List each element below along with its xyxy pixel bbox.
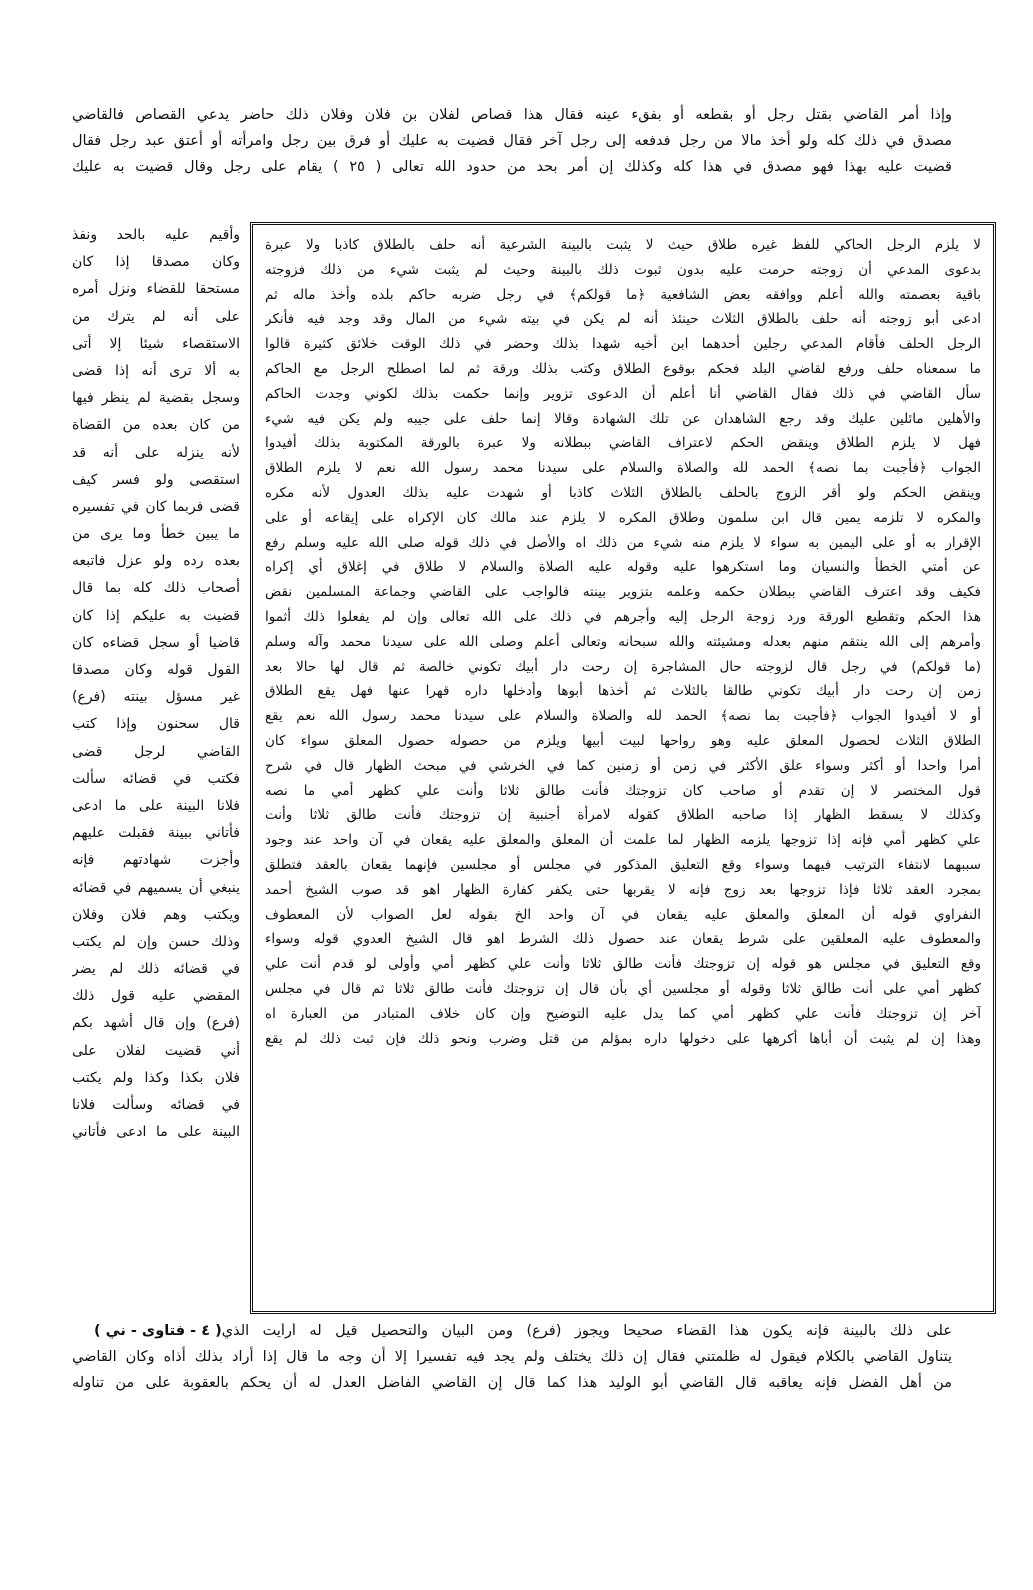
box-line: والمكره لا تلزمه يمين قال ابن سلمون وطلاق المكره لا يلزم عند مالك كان الإكراه على إيقاعه أو على <box>265 509 981 526</box>
top-line: وإذا أمر القاضي بقتل رجل أو بقطعه أو بفقء عينه فقال هذا قصاص لفلان بن فلان وفلان ذلك حاضر يدعي القصاص فالقاضي <box>72 107 952 123</box>
top-paragraph <box>72 102 952 180</box>
side-line: قال سحنون وإذا كتب <box>72 716 240 733</box>
side-line: قضيت به عليكم إذا كان <box>72 607 240 624</box>
box-line: ما سمعناه حلف ورفع لقاضي البلد فحكم بوقوع الطلاق وكتب بذلك ورقة ثم لما اصطلح الرجل مع الحاكم <box>265 360 981 377</box>
side-column-text <box>72 222 240 1146</box>
side-line: في قضائه ذلك لم يضر <box>72 961 240 978</box>
box-line: باقية بعصمته والله أعلم ووافقه بعض الشافعية ﴿ما قولكم﴾ في رجل ضربه حاكم بلده وأخذ ماله ثم <box>265 286 981 303</box>
side-line: (فرع) وإن قال أشهد بكم <box>72 1015 240 1032</box>
box-line: الطلاق الثلاث لحصول المعلق عليه وهو رواحها لبيت أبيها ويلزم من حصوله حصول المعلق سواء كان <box>265 732 981 749</box>
side-line: وأجزت شهادتهم فإنه <box>72 852 240 869</box>
box-line: كظهر أمي على أنت طالق ثلاثا وقوله أو مجلسين أي بأن قال إن تزوجتك فأنت طالق ثلاثا ثم قال في مجلس <box>265 980 981 997</box>
box-line: بمجرد العقد ثلاثا فإذا تزوجها بعد زوج فإنه لا يقربها حتى يكفر كفارة الظهار اهو قد صوب الشيخ أحمد <box>265 881 981 898</box>
side-line: أصحاب ذلك كله بما قال <box>72 580 240 597</box>
side-line: فلان بكذا وكذا ولم يكتب <box>72 1069 240 1086</box>
bottom-line: على ذلك بالبينة فإنه يكون هذا القضاء صحيحا ويجوز (فرع) ومن البيان والتحصيل قيل له أرأيت الذي <box>221 1323 952 1339</box>
page-signature: ( ٤ - فتاوى - ني ) <box>94 1323 222 1339</box>
bottom-paragraph <box>72 1318 952 1396</box>
side-line: وأقيم عليه بالحد ونفذ <box>72 227 240 243</box>
box-line: زمن إن رحت دار أبيك تكوني طالقا بالثلاث ثم أخذها أبوها وأدخلها داره قهرا عنها فهل يقع الطلاق <box>265 683 981 700</box>
box-line: الإقرار به أو على اليمين به سواء لا يلزم منه شيء من ذلك اه والأصل في ذلك قوله صلى الله عليه وسلم رفع <box>265 534 981 551</box>
box-line: سببهما لانتفاء الترتيب فيهما وسواء وقع التعليق المذكور في مجلس أو مجلسين فإنهما يقعان بالعقد فتطلق <box>265 856 981 873</box>
box-line: وأمرهم إلى الله ينتقم منهم بعدله ومشيئته والله سبحانه وتعالى أعلم وصلى الله على سيدنا محمد وآله وسلم <box>265 633 981 650</box>
side-line: لأنه ينزله على أنه قد <box>72 444 240 461</box>
fatwa-text <box>265 233 981 1051</box>
side-line: أني قضيت لفلان على <box>72 1042 240 1059</box>
side-line: وكان مصدقا إذا كان <box>72 254 240 271</box>
bottom-line: من أهل الفضل فإنه يعاقبه قال القاضي أبو الوليد هذا كما قال إن القاضي الفاضل العدل له أن يحكم بالعقوبة على من تناوله <box>72 1375 952 1391</box>
box-line: وقع التعليق في مجلس هو قوله إن تزوجتك فأنت طالق ثلاثا وأنت علي كظهر أمي وأولى لو قدم أنت علي <box>265 956 981 973</box>
side-line: قاضيا أو سجل قضاءه كان <box>72 634 240 651</box>
side-line: فكتب في قضائه سألت <box>72 770 240 787</box>
side-line: به ألا ترى أنه إذا قضى <box>72 362 240 379</box>
signature-row <box>72 1318 952 1344</box>
side-line: ينبغي أن يسميهم في قضائه <box>72 879 240 896</box>
box-line: أمرا واحدا أو أكثر وسواء علق الأكثر في زمن أو زمنين كما في الخرشي في مبحث الظهار قال في شرح <box>265 757 981 774</box>
box-line: وينقض الحكم ولو أقر الزوج بالحلف بالطلاق الثلاث كاذبا أو شهدت عليه بذلك العدول لأنه مكره <box>265 484 981 501</box>
side-line: فلانا البينة على ما ادعى <box>72 797 240 814</box>
side-line: المقضي عليه قول ذلك <box>72 988 240 1005</box>
side-line: البينة على ما ادعى فأتاني <box>72 1124 240 1141</box>
box-line: الجواب ﴿فأجبت بما نصه﴾ الحمد لله والصلاة والسلام على سيدنا محمد رسول الله نعم لا يلزم الطلاق <box>265 460 981 477</box>
box-line: فكيف وقد اعترف القاضي ببطلان حكمه وعلمه بتزوير بينته فالواجب على القاضي وجماعة المسلمين نقض <box>265 584 981 601</box>
side-line: بعده رده ولو عزل فاتبعه <box>72 553 240 570</box>
side-line: وذلك حسن وإن لم يكتب <box>72 933 240 950</box>
top-line: مصدق في ذلك كله ولو أخذ مالا من رجل فدفعه إلى رجل آخر فقال قضيت به عليك أو فرق بين رجل وامرأته أو أعتق عبد رجل فقال <box>72 133 952 149</box>
side-line: فأتاني ببينة فقبلت عليهم <box>72 825 240 842</box>
box-line: الرجل الحلف فأقام المدعي رجلين أحدهما ابن أخيه شهدا بذلك وحضر في ذلك الوقت خلائق كثيرة قالوا <box>265 336 981 353</box>
box-line: سأل القاضي في ذلك فقال القاضي أنا أعلم أن الدعوى تزوير وإنما حكمت بذلك لكوني وجدت الحاكم <box>265 385 981 402</box>
box-line: أو لا أفيدوا الجواب ﴿فأجبت بما نصه﴾ الحمد لله والصلاة والسلام على سيدنا محمد رسول الله نعم يقع <box>265 708 981 725</box>
side-line: القاضي لرجل قضى <box>72 743 240 760</box>
side-line: قضى فربما كان في تفسيره <box>72 498 240 515</box>
bottom-line: يتناول القاضي بالكلام فيقول له ظلمتني فقال إن ذلك يختلف ولم يجد فيه تفسيرا إلا أن وجه ما قال إذا أراد بذلك أذاه وكان القاضي <box>72 1349 952 1365</box>
side-line: ويكتب وهم فلان وفلان <box>72 906 240 923</box>
side-line: على أنه لم يترك من <box>72 308 240 325</box>
side-line: القول قوله وكان مصدقا <box>72 662 240 678</box>
box-line: علي كظهر أمي فإنه إذا تزوجها يلزمه الظهار لما علمت أن المعلق والمعلق عليه يقعان في آن واحد عند وجود <box>265 832 981 849</box>
box-line: (ما قولكم) في رجل قال لزوجته حال المشاجرة إن رحت دار أبيك تكوني خالصة ثم قال لها حالا بعد <box>265 658 981 675</box>
box-line: وهذا إن لم يثبت أن أباها أكرهها على دخولها داره بمؤلم من قتل وضرب ونحو ذلك فإن ثبت ذلك لم يقع <box>265 1030 981 1047</box>
box-line: عن أمتي الخطأ والنسيان وما استكرهوا عليه وقوله عليه الصلاة والسلام لا طلاق في إغلاق أي إكراه <box>265 559 981 576</box>
box-line: قول المختصر لا إن تقدم أو صاحب كان تزوجتك فأنت طالق ثلاثا وأنت علي كظهر أمي ما نصه <box>265 782 981 799</box>
box-line: والأهلين مائلين عليك وقد رجع الشاهدان عن تلك الشهادة وقالا إنما حلف على جيبه ولم يكن فيه شيء <box>265 410 981 427</box>
box-line: والمعطوف عليه المعلقين على شرط يقعان عند حصول ذلك الشرط اهو قال الشيخ العدوي قوله وسواء <box>265 931 981 948</box>
box-line: بدعوى المدعي أن زوجته حرمت عليه بدون ثبوت ذلك بالبينة وحيث لم يثبت شيء من ذلك فزوجته <box>265 261 981 278</box>
side-line: استقصى ولو فسر كيف <box>72 471 240 488</box>
side-line: ما يبين خطأ وما يرى من <box>72 526 240 543</box>
side-line: غير مسؤل بينته (فرع) <box>72 689 240 706</box>
box-line: هذا الحكم وتقطيع الورقة ورد زوجة الرجل إليه وأجرهم في ذلك على الله تعالى وإن لم يفعلوا ذلك أثموا <box>265 608 981 625</box>
side-line: من كان بعده من القضاة <box>72 417 240 434</box>
box-line: وكذلك لا يسقط الظهار إذا صاحبه الطلاق كقوله لامرأة أجنبية إن تزوجتك فأنت طالق ثلاثا وأنت <box>265 807 981 824</box>
top-line: قضيت عليه بهذا فهو مصدق في هذا كله وكذلك إن أمر بحد من حدود الله تعالى ( ٢٥ ) يقام على رجل وقال قضيت به عليك <box>72 159 952 175</box>
side-line: الاستقصاء شيئا إلا أتى <box>72 335 240 352</box>
box-line: ادعى أبو زوجته أنه حلف بالطلاق الثلاث حينئذ أنه لم يكن في بيته شيء من المال وقد وجد فيه فأنكر <box>265 311 981 328</box>
box-line: فهل لا يلزم الطلاق وينقض الحكم لاعتراف القاضي ببطلانه ولا عبرة بالورقة المكتوبة بذلك أفيدوا <box>265 435 981 452</box>
box-line: لا يلزم الرجل الحاكي للفظ غيره طلاق حيث لا يثبت بالبينة الشرعية أنه حلف بالطلاق كاذبا ولا عبرة <box>265 237 981 253</box>
box-line: النفراوي قوله أن المعلق والمعلق عليه يقعان في آن واحد الخ بقوله لعل الصواب لأن المعطوف <box>265 906 981 923</box>
fatwa-box <box>250 222 996 1314</box>
side-line: في قضائه وسألت فلانا <box>72 1097 240 1113</box>
box-line: آخر إن تزوجتك فأنت علي كظهر أمي كما يدل عليه التوضيح وإن كان خلاف المتبادر من العبارة اه <box>265 1005 981 1022</box>
side-line: مستحقا للقضاء ونزل أمره <box>72 281 240 298</box>
side-line: وسجل بقضية لم ينظر فيها <box>72 390 240 407</box>
